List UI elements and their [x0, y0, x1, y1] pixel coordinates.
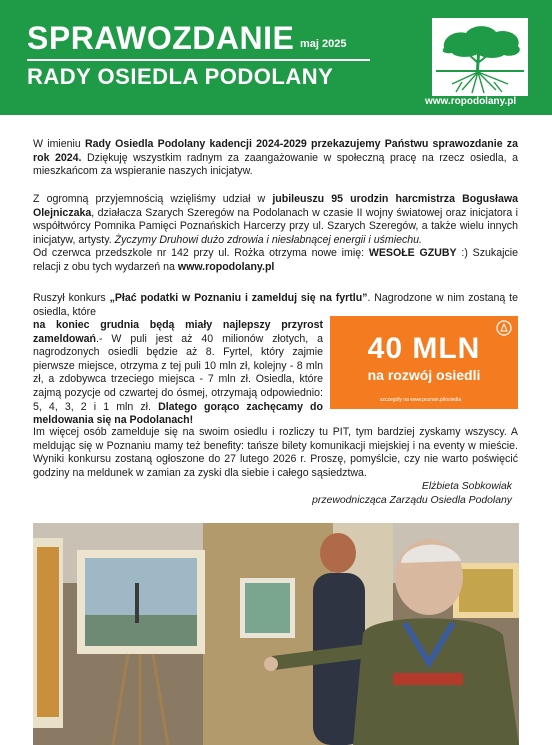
page-subtitle: RADY OSIEDLA PODOLANY [27, 64, 334, 89]
banner-footnote: szczegóły na www.poznan.pl/osiedla [380, 397, 462, 403]
banner-amount: 40 MLN [367, 332, 481, 365]
40-mln-banner [330, 316, 518, 409]
page-title: SPRAWOZDANIE [27, 20, 295, 56]
jubilee-paragraph: Z ogromną przyjemnością wzięliśmy udział w jubileuszu 95 urodzin harcmistrza Bogusława Olejniczaka, działacza Szarych Szeregów na Podolanach w czasie II wojny światowej oraz inicjatora i współtwórcy Pomnika Pamięci Poznańskich Harcerzy przy ul. Szarych Szeregów, a także wielu innych inicjatyw, artysty. Życzymy Druhowi dużo zdrowia i niesłabnącej energii i uśmiechu. Od czerwca przedszkole nr 142 przy ul. Rożka otrzyma nowe imię: WESOŁE GZUBY :) Szukajcie relacji z obu tych wydarzeń na www.ropodolany.pl [33, 193, 519, 273]
website-link[interactable]: www.ropodolany.pl [425, 96, 517, 107]
intro-paragraph: W imieniu Rady Osiedla Podolany kadencji 2024-2029 przekazujemy Państwu sprawozdanie za rok 2024. Dziękuję wszystkim radnym za zaangażowanie w społeczną pracę na rzecz osiedla, a mieszkańcom za wspieranie naszych inicjatyw. [33, 138, 518, 178]
signature-role: przewodnicząca Zarządu Osiedla Podolany [312, 495, 512, 506]
header-banner [0, 0, 552, 115]
header-divider [27, 59, 370, 61]
event-photo [33, 523, 519, 745]
contest-paragraph-column: na koniec grudnia będą miały najlepszy przyrost zameldowań.- W puli jest aż 40 milionów złotych, a nagrodzonych osiedli będzie aż 8. Fyrtel, który zajmie pierwsze miejsce, otrzyma z tej puli 10 mln zł, kolejny - 8 mln zł, a zdobywca trzeciego miejsca - 7 mln zł. Osiedla, które zajmą pozycje od czwartej do ósmej, otrzymają odpowiednio: 5, 4, 3, 2 i 1 mln zł. Dlatego gorąco zachęcamy do meldowania się na Podolanach! [33, 319, 323, 427]
banner-tagline: na rozwój osiedli [367, 367, 481, 383]
tree-logo-icon [432, 18, 528, 96]
contest-paragraph-head: Ruszył konkurs „Płać podatki w Poznaniu i zamelduj się na fyrtlu”. Nagrodzone w nim zostaną te osiedla, które [33, 292, 518, 318]
issue-date: maj 2025 [300, 38, 347, 50]
contest-paragraph-tail: Im więcej osób zamelduje się na swoim osiedlu i rozliczy tu PIT, tym bardziej zyskamy wszyscy. A meldując się w Poznaniu mamy też benefity: tańsze bilety komunikacji miejskiej i na eventy w mieście. Wyniki konkursu zostaną ogłoszone do 27 lutego 2026 r. Proszę, pomyślcie, czy nie warto poświęcić godziny na meldunek w zamian za zyski dla siebie i całego sąsiedztwa. [33, 426, 518, 479]
signature-name: Elżbieta Sobkowiak [421, 481, 512, 492]
